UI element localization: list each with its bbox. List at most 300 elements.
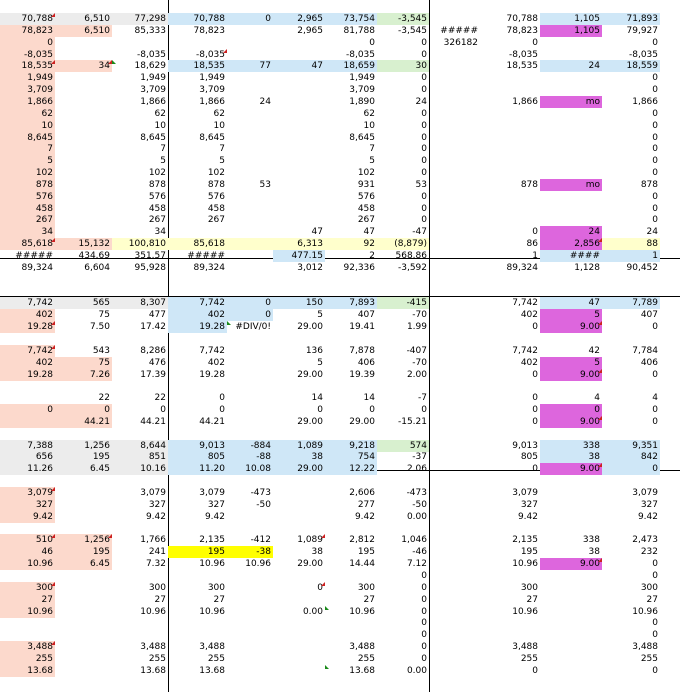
sheet-cell[interactable]: 38 [540, 451, 602, 463]
sheet-cell[interactable]: 1,949 [0, 72, 55, 84]
sheet-cell[interactable]: 351.57 [134, 251, 166, 261]
sheet-cell[interactable]: 71,893 [602, 13, 660, 25]
sheet-cell[interactable]: 8,644 [112, 440, 168, 452]
sheet-cell[interactable]: 19.28 [0, 321, 55, 333]
sheet-cell[interactable]: 458 [0, 203, 55, 215]
sheet-cell[interactable]: 878 [640, 179, 658, 190]
sheet-cell[interactable]: 10.96 [512, 606, 538, 617]
sheet-cell[interactable]: 1 [532, 251, 538, 261]
sheet-cell[interactable]: -884 [227, 440, 273, 452]
sheet-cell[interactable]: 0 [421, 168, 427, 179]
sheet-cell[interactable]: 0 [652, 132, 658, 143]
sheet-cell[interactable]: 3,709 [140, 85, 166, 96]
sheet-cell[interactable]: 300 [207, 582, 225, 593]
sheet-cell[interactable]: 0 [532, 665, 538, 676]
sheet-cell[interactable]: 0 [0, 404, 55, 416]
sheet-cell[interactable]: 0 [652, 665, 658, 676]
sheet-cell[interactable]: 27 [154, 594, 166, 605]
sheet-cell[interactable]: -8,035 [0, 49, 55, 61]
sheet-cell[interactable]: 89,324 [506, 262, 538, 273]
sheet-cell[interactable]: 0 [652, 618, 658, 629]
sheet-cell[interactable]: 0 [652, 191, 658, 202]
sheet-cell[interactable]: 12.22 [325, 463, 377, 475]
sheet-cell[interactable]: 10 [213, 120, 225, 131]
sheet-cell[interactable]: 2.06 [406, 464, 427, 475]
sheet-cell[interactable]: 44.21 [55, 416, 112, 428]
sheet-cell[interactable]: 878 [207, 179, 225, 190]
sheet-cell[interactable] [0, 416, 55, 428]
sheet-cell[interactable]: 851 [112, 451, 168, 463]
sheet-cell[interactable]: 7,789 [602, 297, 660, 309]
sheet-cell[interactable]: 255 [520, 653, 538, 664]
sheet-cell[interactable]: 8,645 [140, 132, 166, 143]
sheet-cell[interactable]: 255 [357, 653, 375, 664]
sheet-cell[interactable]: 19.28 [0, 369, 55, 381]
sheet-cell[interactable]: 8,645 [349, 132, 375, 143]
sheet-cell[interactable]: 5 [160, 156, 166, 167]
sheet-cell[interactable]: 0 [602, 463, 660, 475]
sheet-cell[interactable]: 7,742 [512, 298, 538, 309]
sheet-cell[interactable]: 1,949 [140, 73, 166, 84]
sheet-cell[interactable]: 150 [273, 297, 325, 309]
sheet-cell[interactable]: -3,545 [397, 25, 427, 36]
sheet-cell[interactable]: 11.26 [0, 463, 55, 475]
sheet-cell[interactable]: 18,659 [325, 60, 377, 72]
sheet-cell[interactable]: 38 [273, 451, 325, 463]
sheet-cell[interactable]: 754 [325, 451, 377, 463]
sheet-cell[interactable]: 13.68 [199, 665, 225, 676]
sheet-cell[interactable]: 0 [652, 108, 658, 119]
sheet-cell[interactable]: 0 [652, 405, 658, 416]
sheet-cell[interactable]: 267 [0, 214, 55, 226]
sheet-cell[interactable]: 406 [357, 357, 375, 368]
sheet-cell[interactable]: 6.45 [55, 463, 112, 475]
sheet-cell[interactable]: 27 [213, 594, 225, 605]
sheet-cell[interactable]: 3,079 [140, 488, 166, 498]
sheet-cell[interactable]: -8,035 [136, 49, 166, 60]
sheet-cell[interactable]: 241 [148, 547, 166, 558]
sheet-cell[interactable]: 19.28 [199, 369, 225, 380]
sheet-cell[interactable]: 22 [98, 393, 110, 404]
sheet-cell[interactable]: 78,823 [193, 25, 225, 36]
sheet-cell[interactable]: 14 [311, 393, 323, 404]
sheet-cell[interactable]: 1,866 [199, 96, 225, 107]
sheet-cell[interactable]: 574 [377, 440, 429, 452]
sheet-cell[interactable]: 29.00 [297, 416, 323, 427]
sheet-cell[interactable]: 85,618 [168, 238, 227, 250]
sheet-cell[interactable]: -8,035 [628, 49, 658, 60]
sheet-cell[interactable]: 38 [311, 547, 323, 558]
sheet-cell[interactable]: 195 [357, 547, 375, 558]
sheet-cell[interactable]: 13.68 [140, 665, 166, 676]
sheet-cell[interactable]: -3,592 [397, 262, 427, 273]
sheet-cell[interactable]: 62 [0, 108, 55, 120]
sheet-cell[interactable]: 3,012 [297, 262, 323, 273]
sheet-cell[interactable]: 9.00 [540, 321, 602, 333]
sheet-cell[interactable]: 19.39 [349, 369, 375, 380]
sheet-cell[interactable]: 326182 [443, 37, 478, 48]
sheet-cell[interactable]: 1,128 [574, 262, 600, 273]
sheet-cell[interactable]: 4 [652, 393, 658, 404]
sheet-cell[interactable]: 458 [357, 203, 375, 214]
sheet-cell[interactable]: 0 [421, 582, 427, 593]
sheet-cell[interactable]: -50 [412, 499, 427, 510]
sheet-cell[interactable]: 70,788 [506, 14, 538, 24]
sheet-cell[interactable]: 5 [317, 357, 323, 368]
sheet-cell[interactable]: 1,089 [297, 535, 323, 546]
sheet-cell[interactable]: 13.68 [349, 665, 375, 676]
sheet-cell[interactable]: 0 [652, 416, 658, 427]
sheet-cell[interactable]: 14.44 [349, 559, 375, 570]
sheet-cell[interactable]: 300 [148, 582, 166, 593]
sheet-cell[interactable]: 7,878 [349, 345, 375, 356]
sheet-cell[interactable]: 402 [520, 310, 538, 321]
sheet-cell[interactable]: 402 [520, 357, 538, 368]
sheet-cell[interactable]: 89,324 [193, 262, 225, 273]
sheet-cell[interactable]: 576 [148, 191, 166, 202]
sheet-cell[interactable]: 2,135 [512, 535, 538, 546]
sheet-cell[interactable]: 38 [588, 547, 600, 558]
sheet-cell[interactable]: 19.28 [168, 321, 227, 333]
sheet-cell[interactable] [227, 238, 273, 250]
sheet-cell[interactable]: 7,388 [0, 440, 55, 452]
sheet-cell[interactable]: 0 [317, 405, 323, 416]
sheet-cell[interactable]: 24 [540, 60, 602, 72]
sheet-cell[interactable]: 402 [0, 309, 55, 321]
sheet-cell[interactable]: -15.21 [397, 416, 427, 427]
sheet-cell[interactable]: 47 [363, 227, 375, 238]
sheet-cell[interactable]: 18,629 [134, 61, 166, 72]
sheet-cell[interactable]: -473 [250, 488, 271, 498]
sheet-cell[interactable]: 102 [357, 168, 375, 179]
sheet-cell[interactable]: 8,286 [140, 345, 166, 356]
sheet-cell[interactable]: 9.42 [204, 511, 225, 522]
sheet-cell[interactable]: 0 [421, 405, 427, 416]
sheet-cell[interactable]: 10.96 [245, 559, 271, 570]
sheet-cell[interactable]: -415 [377, 297, 429, 309]
sheet-cell[interactable]: 6,510 [55, 25, 112, 37]
sheet-cell[interactable]: 1,949 [199, 73, 225, 84]
sheet-cell[interactable]: 338 [582, 535, 600, 546]
sheet-cell[interactable]: 2 [369, 251, 375, 261]
sheet-cell[interactable]: 0 [652, 73, 658, 84]
sheet-cell[interactable]: 8,307 [112, 297, 168, 309]
sheet-cell[interactable]: 77,298 [112, 13, 168, 25]
sheet-cell[interactable]: -70 [412, 310, 427, 321]
sheet-cell[interactable]: 0 [532, 369, 538, 380]
sheet-cell[interactable]: 29.00 [297, 322, 323, 333]
sheet-cell[interactable]: 7 [0, 143, 55, 155]
sheet-cell[interactable]: 4 [594, 393, 600, 404]
sheet-cell[interactable]: 79,927 [626, 25, 658, 36]
sheet-cell[interactable]: -3,545 [377, 13, 429, 25]
sheet-cell[interactable]: 7,742 [512, 345, 538, 356]
sheet-cell[interactable]: 458 [148, 203, 166, 214]
sheet-cell[interactable]: 0 [0, 37, 55, 49]
sheet-cell[interactable]: 255 [640, 653, 658, 664]
sheet-cell[interactable]: 300 [0, 582, 55, 594]
sheet-cell[interactable]: 3,709 [0, 84, 55, 96]
sheet-cell[interactable]: 53 [259, 179, 271, 190]
sheet-cell[interactable]: -8,035 [508, 49, 538, 60]
sheet-cell[interactable]: 195 [168, 546, 227, 558]
sheet-cell[interactable]: 327 [148, 499, 166, 510]
sheet-cell[interactable]: 232 [640, 547, 658, 558]
sheet-cell[interactable]: 476 [148, 357, 166, 368]
sheet-cell[interactable]: 1,105 [540, 13, 602, 25]
sheet-cell[interactable]: 0.00 [406, 511, 427, 522]
sheet-cell[interactable]: 0 [421, 215, 427, 226]
sheet-cell[interactable]: 6,604 [84, 262, 110, 273]
sheet-cell[interactable]: 10 [363, 120, 375, 131]
sheet-cell[interactable]: 0 [317, 582, 323, 593]
sheet-cell[interactable]: 3,709 [199, 85, 225, 96]
sheet-cell[interactable]: 6,313 [273, 238, 325, 250]
sheet-cell[interactable]: -46 [412, 547, 427, 558]
sheet-cell[interactable]: 3,488 [512, 642, 538, 653]
sheet-cell[interactable]: 255 [0, 653, 55, 665]
sheet-cell[interactable]: 29.00 [349, 416, 375, 427]
sheet-cell[interactable]: 85,333 [134, 25, 166, 36]
sheet-cell[interactable]: 44.21 [140, 416, 166, 427]
sheet-cell[interactable]: 402 [207, 357, 225, 368]
sheet-cell[interactable]: 195 [55, 546, 112, 558]
sheet-cell[interactable]: 8,645 [0, 132, 55, 144]
sheet-cell[interactable]: 9.00 [540, 558, 602, 570]
sheet-cell[interactable]: 10.08 [227, 463, 273, 475]
sheet-cell[interactable]: -47 [412, 227, 427, 238]
sheet-cell[interactable]: 458 [207, 203, 225, 214]
sheet-cell[interactable]: 407 [640, 310, 658, 321]
sheet-cell[interactable]: 81,788 [343, 25, 375, 36]
sheet-cell[interactable]: 0 [532, 322, 538, 333]
sheet-cell[interactable]: 10.96 [349, 606, 375, 617]
sheet-cell[interactable]: 0 [532, 393, 538, 404]
sheet-cell[interactable]: 3,488 [140, 642, 166, 653]
sheet-cell[interactable]: 29.00 [297, 369, 323, 380]
sheet-cell[interactable]: 878 [148, 179, 166, 190]
sheet-cell[interactable]: 0 [652, 559, 658, 570]
sheet-cell[interactable]: 7,742 [0, 345, 55, 357]
sheet-cell[interactable]: 10 [154, 120, 166, 131]
sheet-cell[interactable]: 102 [148, 168, 166, 179]
sheet-cell[interactable]: 931 [357, 179, 375, 190]
sheet-cell[interactable]: 0 [55, 404, 112, 416]
sheet-cell[interactable]: 0 [540, 404, 602, 416]
sheet-cell[interactable]: 0 [652, 85, 658, 96]
sheet-cell[interactable]: 1.99 [406, 322, 427, 333]
sheet-cell[interactable]: 30 [377, 60, 429, 72]
sheet-cell[interactable]: 90,452 [626, 262, 658, 273]
sheet-cell[interactable]: 1,046 [401, 535, 427, 546]
sheet-cell[interactable]: 576 [0, 191, 55, 203]
sheet-cell[interactable]: 0 [369, 37, 375, 48]
sheet-cell[interactable]: -70 [412, 357, 427, 368]
sheet-cell[interactable]: 10.96 [140, 606, 166, 617]
sheet-cell[interactable]: -37 [412, 452, 427, 463]
sheet-cell[interactable]: 656 [0, 451, 55, 463]
sheet-cell[interactable]: 9.42 [517, 511, 538, 522]
sheet-cell[interactable]: 78,823 [0, 25, 55, 37]
sheet-cell[interactable]: 15,132 [55, 238, 112, 250]
sheet-cell[interactable]: 29.00 [297, 559, 323, 570]
sheet-cell[interactable]: 29.00 [273, 463, 325, 475]
sheet-cell[interactable]: 402 [168, 309, 227, 321]
sheet-cell[interactable]: 34 [55, 60, 112, 72]
sheet-cell[interactable]: 7 [369, 144, 375, 155]
sheet-cell[interactable]: 11.20 [168, 463, 227, 475]
sheet-cell[interactable]: 9.42 [0, 511, 55, 523]
sheet-cell[interactable]: 1,256 [55, 440, 112, 452]
sheet-cell[interactable]: 0 [532, 464, 538, 475]
sheet-cell[interactable]: 9.00 [540, 463, 602, 475]
sheet-cell[interactable]: 3,709 [349, 85, 375, 96]
sheet-cell[interactable]: 5 [540, 357, 602, 369]
sheet-cell[interactable]: 3,079 [199, 488, 225, 498]
sheet-cell[interactable]: 0 [160, 405, 166, 416]
sheet-cell[interactable]: 267 [148, 215, 166, 226]
sheet-cell[interactable]: 0 [421, 630, 427, 641]
sheet-cell[interactable]: 0 [421, 108, 427, 119]
sheet-cell[interactable]: 407 [357, 310, 375, 321]
sheet-cell[interactable]: 0 [532, 405, 538, 416]
sheet-cell[interactable]: 0 [532, 37, 538, 48]
sheet-cell[interactable]: 6,510 [55, 13, 112, 25]
sheet-cell[interactable]: 10.16 [112, 463, 168, 475]
sheet-cell[interactable]: 2,856 [540, 238, 602, 250]
sheet-cell[interactable]: 805 [520, 452, 538, 463]
sheet-cell[interactable]: 92,336 [343, 262, 375, 273]
sheet-cell[interactable]: 805 [168, 451, 227, 463]
sheet-cell[interactable]: 9.42 [354, 511, 375, 522]
sheet-cell[interactable]: -38 [227, 546, 273, 558]
sheet-cell[interactable]: 477 [148, 310, 166, 321]
sheet-cell[interactable]: 565 [55, 297, 112, 309]
sheet-cell[interactable]: 7,893 [325, 297, 377, 309]
sheet-cell[interactable]: 0 [652, 168, 658, 179]
sheet-cell[interactable]: 27 [0, 594, 55, 606]
sheet-cell[interactable]: 62 [154, 108, 166, 119]
sheet-cell[interactable]: 0 [227, 13, 273, 25]
sheet-cell[interactable]: 75 [55, 357, 112, 369]
sheet-cell[interactable]: 0 [421, 191, 427, 202]
sheet-cell[interactable]: 0 [421, 85, 427, 96]
sheet-cell[interactable]: 27 [363, 594, 375, 605]
sheet-cell[interactable]: 0 [369, 405, 375, 416]
sheet-cell[interactable]: ##### [440, 25, 478, 36]
sheet-cell[interactable]: 0 [219, 405, 225, 416]
sheet-cell[interactable]: 0 [652, 630, 658, 641]
sheet-cell[interactable]: 10.96 [0, 558, 55, 570]
sheet-cell[interactable]: 7 [160, 144, 166, 155]
sheet-cell[interactable]: 300 [520, 582, 538, 593]
sheet-cell[interactable]: 7,742 [168, 297, 227, 309]
sheet-cell[interactable]: 3,488 [349, 642, 375, 653]
sheet-cell[interactable]: 89,324 [21, 262, 53, 273]
sheet-cell[interactable]: 8,645 [199, 132, 225, 143]
sheet-cell[interactable]: 0 [532, 416, 538, 427]
sheet-cell[interactable]: 10.96 [632, 606, 658, 617]
sheet-cell[interactable]: 0 [652, 156, 658, 167]
sheet-cell[interactable]: 24 [259, 96, 271, 107]
sheet-cell[interactable]: 327 [0, 499, 55, 511]
sheet-cell[interactable]: 5 [317, 310, 323, 321]
sheet-cell[interactable]: 0 [421, 132, 427, 143]
sheet-cell[interactable]: ##### [187, 251, 225, 261]
sheet-cell[interactable]: 267 [357, 215, 375, 226]
sheet-cell[interactable]: -88 [227, 451, 273, 463]
sheet-cell[interactable]: 73,754 [325, 13, 377, 25]
sheet-cell[interactable]: 0 [421, 606, 427, 617]
sheet-cell[interactable]: 195 [55, 451, 112, 463]
sheet-cell[interactable]: 0 [227, 309, 273, 321]
sheet-cell[interactable]: ##### [15, 251, 53, 261]
sheet-cell[interactable]: 3,079 [512, 488, 538, 498]
sheet-cell[interactable]: 34 [154, 227, 166, 238]
sheet-cell[interactable]: 1,866 [0, 96, 55, 108]
sheet-cell[interactable]: 17.42 [140, 322, 166, 333]
sheet-cell[interactable]: 14 [363, 393, 375, 404]
sheet-cell[interactable]: -8,035 [345, 49, 375, 60]
sheet-cell[interactable]: 1,866 [632, 96, 658, 107]
sheet-cell[interactable]: 0 [421, 594, 427, 605]
sheet-cell[interactable]: 0 [421, 120, 427, 131]
sheet-cell[interactable]: 1,890 [349, 96, 375, 107]
sheet-cell[interactable]: 5 [369, 156, 375, 167]
sheet-cell[interactable]: 136 [305, 345, 323, 356]
sheet-cell[interactable]: 5 [540, 309, 602, 321]
sheet-cell[interactable]: 277 [357, 499, 375, 510]
sheet-cell[interactable]: 0 [652, 120, 658, 131]
sheet-cell[interactable]: 255 [207, 653, 225, 664]
sheet-cell[interactable]: 327 [640, 499, 658, 510]
sheet-cell[interactable]: mo [540, 96, 602, 108]
sheet-cell[interactable]: 0 [652, 322, 658, 333]
sheet-cell[interactable]: 27 [646, 594, 658, 605]
sheet-cell[interactable]: 0 [421, 73, 427, 84]
sheet-cell[interactable]: 92 [325, 238, 377, 250]
sheet-cell[interactable]: 18,535 [168, 60, 227, 72]
sheet-cell[interactable]: 0 [652, 369, 658, 380]
sheet-cell[interactable]: 47 [540, 297, 602, 309]
sheet-cell[interactable]: 0 [532, 227, 538, 238]
sheet-cell[interactable]: 78,823 [506, 25, 538, 36]
sheet-cell[interactable]: -7 [418, 393, 427, 404]
sheet-cell[interactable]: 7.50 [89, 322, 110, 333]
sheet-cell[interactable]: 18,535 [0, 60, 55, 72]
sheet-cell[interactable]: 2,965 [273, 13, 325, 25]
sheet-cell[interactable]: 842 [602, 451, 660, 463]
sheet-cell[interactable]: 0.00 [302, 606, 323, 617]
sheet-cell[interactable]: 543 [92, 345, 110, 356]
sheet-cell[interactable]: 0 [652, 37, 658, 48]
sheet-cell[interactable]: 42 [588, 345, 600, 356]
sheet-cell[interactable]: 7.12 [406, 559, 427, 570]
sheet-cell[interactable]: mo [540, 179, 602, 191]
sheet-cell[interactable]: 0 [421, 144, 427, 155]
sheet-cell[interactable]: 62 [213, 108, 225, 119]
sheet-cell[interactable]: 9,013 [512, 440, 538, 451]
sheet-cell[interactable]: 27 [526, 594, 538, 605]
sheet-cell[interactable]: 0 [421, 37, 427, 48]
sheet-cell[interactable]: 44.21 [199, 416, 225, 427]
sheet-cell[interactable]: 1,256 [55, 534, 112, 546]
sheet-cell[interactable]: 327 [520, 499, 538, 510]
sheet-cell[interactable]: 0 [421, 642, 427, 653]
sheet-cell[interactable]: 34 [0, 226, 55, 238]
sheet-cell[interactable]: 327 [207, 499, 225, 510]
sheet-cell[interactable]: 7,742 [0, 297, 55, 309]
